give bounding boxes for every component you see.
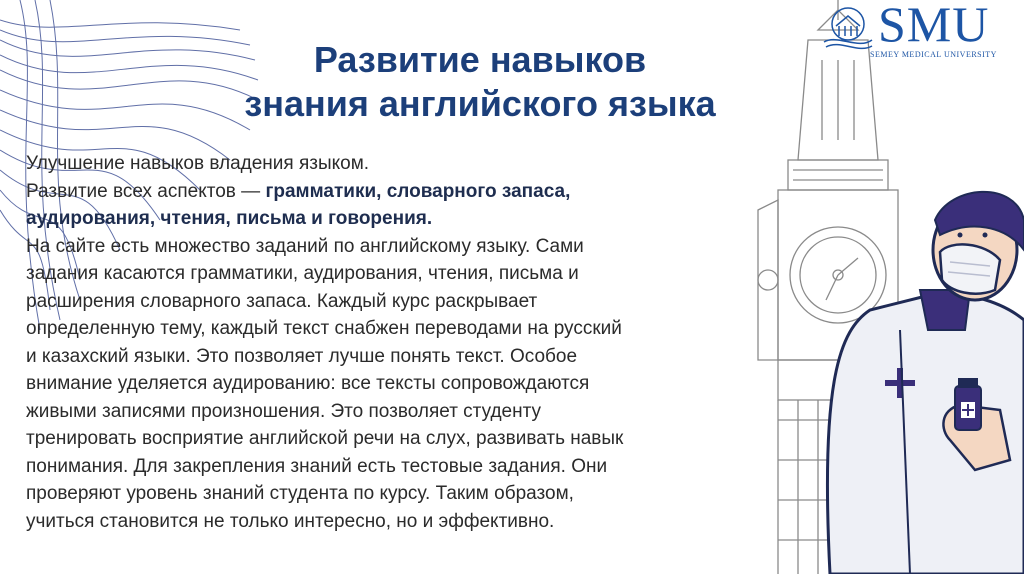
university-emblem-icon xyxy=(820,2,876,52)
paragraph-line: живыми записями произношения. Это позволяет студенту xyxy=(26,400,542,422)
paragraph-line: задания касаются грамматики, аудирования, чтения, письма и xyxy=(26,263,579,284)
title-line-1: Развитие навыков xyxy=(313,39,647,80)
aspects-prefix: Развитие всех аспектов — xyxy=(26,180,266,202)
logo-subtitle: SEMEY MEDICAL UNIVERSITY xyxy=(870,50,997,59)
paragraph-line: На сайте есть множество заданий по английскому языку. Сами xyxy=(26,235,584,257)
paragraph-line: определенную тему, каждый текст снабжен переводами на русский xyxy=(26,318,622,339)
doctor-illustration xyxy=(800,180,1024,574)
paragraph-line: понимания. Для закрепления знаний есть тестовые задания. Они xyxy=(26,455,608,477)
logo-text: SMU xyxy=(878,0,990,52)
body-text xyxy=(26,150,756,535)
body-line-intro: Улучшение навыков владения языком. xyxy=(26,153,370,174)
body-line-aspects xyxy=(26,178,756,206)
aspects-bold-2: аудирования, чтения, письма и говорения. xyxy=(26,208,433,229)
university-logo xyxy=(812,0,1024,62)
paragraph-line: тренировать восприятие английской речи на слух, развивать навык xyxy=(26,428,624,449)
aspects-bold-1: грамматики, словарного запаса, xyxy=(265,180,571,202)
paragraph-line: расширения словарного запаса. Каждый курс раскрывает xyxy=(26,290,538,312)
paragraph-line: внимание уделяется аудированию: все тексты сопровождаются xyxy=(26,373,590,394)
page-title xyxy=(200,38,760,126)
paragraph-line: учиться становится не только интересно, но и эффективно. xyxy=(26,510,555,532)
paragraph-line: и казахский языки. Это позволяет лучше понять текст. Особое xyxy=(26,345,578,367)
body-line-aspects-cont xyxy=(26,205,756,233)
title-line-2: знания английского языка xyxy=(244,83,716,124)
paragraph-line: проверяют уровень знаний студента по курсу. Таким образом, xyxy=(26,483,574,504)
